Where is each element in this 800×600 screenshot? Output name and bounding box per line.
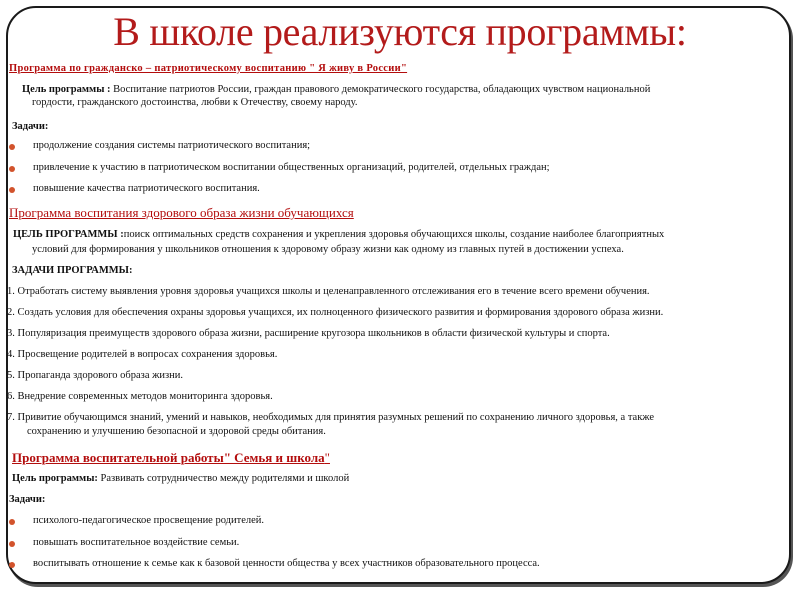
- task-text: повышать воспитательное воздействие семьи.: [33, 537, 240, 548]
- program-3-goal: [12, 473, 349, 484]
- program-2-task: 4. Просвещение родителей в вопросах сохранения здоровья.: [7, 349, 278, 360]
- task-text: привлечение к участию в патриотическом воспитании общественных организаций, родителей, отдельных граждан;: [33, 162, 550, 173]
- program-2-task: 2. Создать условия для обеспечения охраны здоровья учащихся, их полноценного физического развития и формирования здорового образа жизни.: [7, 307, 664, 318]
- program-1-goal: [22, 84, 650, 95]
- program-1-goal-text-cont: гордости, гражданского достоинства, любви к Отечеству, своему народу.: [32, 97, 358, 108]
- program-3-goal-text: Развивать сотрудничество между родителями и школой: [97, 473, 350, 484]
- bullet-icon: [9, 541, 15, 547]
- program-1-title: Программа по гражданско – патриотическому воспитанию " Я живу в России": [9, 63, 408, 74]
- program-1-task: [9, 140, 310, 151]
- program-3-task: [9, 515, 264, 526]
- bullet-icon: [9, 562, 15, 568]
- program-2-goal-text: поиск оптимальных средств сохранения и укрепления здоровья обучающихся школы, создание наиболее благоприятных: [123, 229, 665, 240]
- program-2-task: 3. Популяризация преимуществ здорового образа жизни, расширение кругозора школьников в области физической культуры и спорта.: [7, 328, 610, 339]
- program-2-goal-text-cont: условий для формирования у школьников отношения к здоровому образу жизни как одному из главных путей в достижении успеха.: [32, 244, 624, 255]
- program-3-title-end: ": [324, 450, 330, 465]
- task-text: воспитывать отношение к семье как к базовой ценности общества у всех участников образовательного процесса.: [33, 558, 540, 569]
- task-text: повышение качества патриотического воспитания.: [33, 183, 260, 194]
- program-1-tasks-label: Задачи:: [12, 121, 49, 132]
- program-2-goal: [13, 229, 664, 240]
- program-1-goal-text: Воспитание патриотов России, граждан правового демократического государства, обладающих чувством национальной: [110, 84, 651, 95]
- program-3-goal-label: Цель программы:: [12, 473, 98, 484]
- program-3-task: [9, 558, 540, 569]
- bullet-icon: [9, 144, 15, 150]
- task-text: продолжение создания системы патриотического воспитания;: [33, 140, 311, 151]
- program-2-title: Программа воспитания здорового образа жизни обучающихся: [9, 205, 354, 220]
- program-2-tasks-label: ЗАДАЧИ ПРОГРАММЫ:: [12, 265, 133, 276]
- bullet-icon: [9, 519, 15, 525]
- program-3-tasks-label: Задачи:: [9, 494, 46, 505]
- program-2-task: 5. Пропаганда здорового образа жизни.: [7, 370, 184, 381]
- program-2-task: 1. Отработать систему выявления уровня здоровья учащихся школы и целенаправленного отслеживания его в течение всего времени обучения.: [7, 286, 650, 297]
- task-text: психолого-педагогическое просвещение родителей.: [33, 515, 265, 526]
- bullet-icon: [9, 187, 15, 193]
- program-2-goal-label: ЦЕЛЬ ПРОГРАММЫ :: [13, 229, 124, 240]
- bullet-icon: [9, 166, 15, 172]
- program-1-task: [9, 183, 260, 194]
- program-3-task: [9, 537, 239, 548]
- program-2-task: 7. Привитие обучающимся знаний, умений и навыков, необходимых для принятия разумных решений по сохранению личного здоровья, а также: [7, 412, 655, 423]
- slide-title: В школе реализуются программы:: [113, 9, 687, 54]
- program-1-task: [9, 162, 550, 173]
- program-1-goal-label: Цель программы :: [22, 84, 111, 95]
- program-2-task: 6. Внедрение современных методов мониторинга здоровья.: [7, 391, 273, 402]
- program-2-task-cont: сохранению и улучшению безопасной и здоровой среды обитания.: [27, 426, 326, 437]
- program-3-title: [12, 450, 330, 466]
- program-3-title-text: Программа воспитательной работы" Семья и школа: [12, 450, 325, 465]
